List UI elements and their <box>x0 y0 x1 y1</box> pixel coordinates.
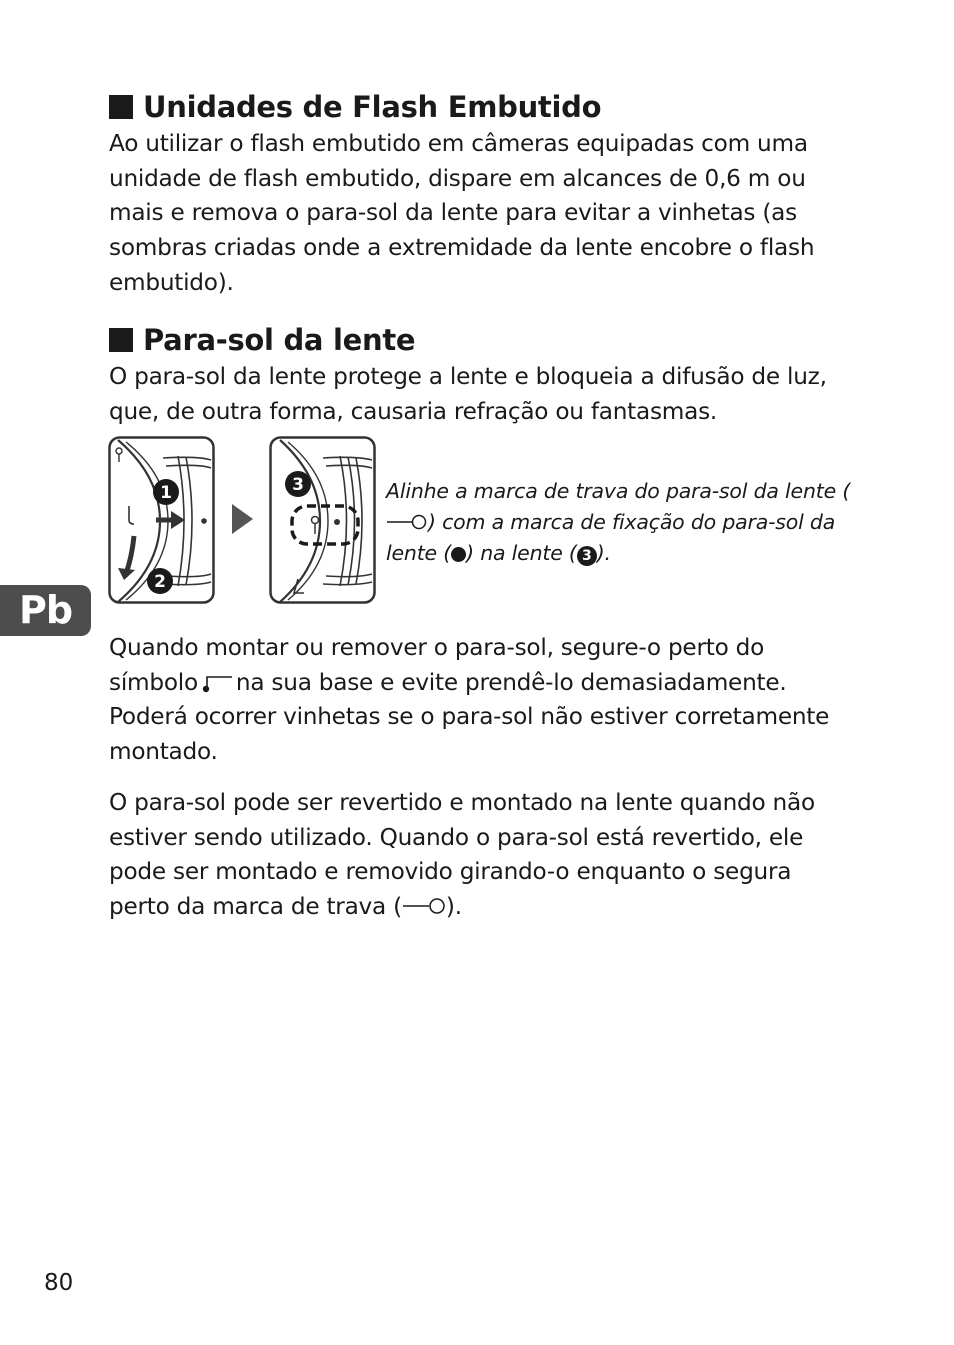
numbered-step-icon <box>285 471 311 497</box>
caption-text-2: ) com a marca de fixação do para-sol da lente ( <box>386 510 836 565</box>
svg-text:1: 1 <box>160 483 172 503</box>
numbered-step-icon <box>147 568 173 594</box>
hood-section-title: Para-sol da lente <box>143 323 416 357</box>
hood-mount-paragraph <box>109 631 854 770</box>
flash-section-heading <box>109 90 601 124</box>
hood-mount-text-1: Quando montar ou remover o para-sol, segure-o perto do símbolo <box>109 634 765 696</box>
hood-base-symbol-icon <box>201 673 233 693</box>
hood-reverse-paragraph <box>109 786 854 925</box>
figure-caption <box>386 476 856 569</box>
flash-section-title: Unidades de Flash Embutido <box>143 90 602 124</box>
language-tab: Pb <box>0 585 91 636</box>
hood-reverse-text-2: ). <box>445 893 462 921</box>
hood-section-heading <box>109 323 415 357</box>
flash-section-body: Ao utilizar o flash embutido em câmeras equipadas com uma unidade de flash embutido, dispare em alcances de 0,6 m ou mais e remova o para-sol da lente para evitar a vinhetas (as sombras criadas onde a extremidade da lente encobre o flash embutido). <box>109 130 815 296</box>
hood-attach-illustration <box>108 436 378 606</box>
numbered-step-icon <box>153 479 179 505</box>
page-number: 80 <box>44 1270 74 1296</box>
caption-text-4: ). <box>596 541 611 565</box>
square-bullet-icon <box>109 95 133 119</box>
hood-mount-text-2: na sua base e evite prendê-lo demasiadamente. Poderá ocorrer vinhetas se o para-sol não estiver corretamente montado. <box>109 668 830 766</box>
svg-text:2: 2 <box>154 572 166 592</box>
svg-text:3: 3 <box>292 475 304 495</box>
numbered-step-icon: 3 <box>577 546 597 566</box>
lock-mark-icon <box>402 896 446 916</box>
caption-text-3: ) na lente ( <box>466 541 577 565</box>
sequence-arrow-icon <box>232 504 253 534</box>
hood-section-intro: O para-sol da lente protege a lente e bloqueia a difusão de luz, que, de outra forma, causaria refração ou fantasmas. <box>109 363 827 425</box>
caption-text-1: Alinhe a marca de trava do para-sol da lente ( <box>386 479 851 503</box>
hood-reverse-text-1: O para-sol pode ser revertido e montado na lente quando não estiver sendo utilizado. Quando o para-sol está revertido, ele pode ser montado e removido girando-o enquanto o segura perto da marca de trava ( <box>109 789 815 921</box>
lock-mark-icon <box>386 513 428 531</box>
square-bullet-icon <box>109 328 133 352</box>
mount-dot-icon <box>451 547 466 562</box>
